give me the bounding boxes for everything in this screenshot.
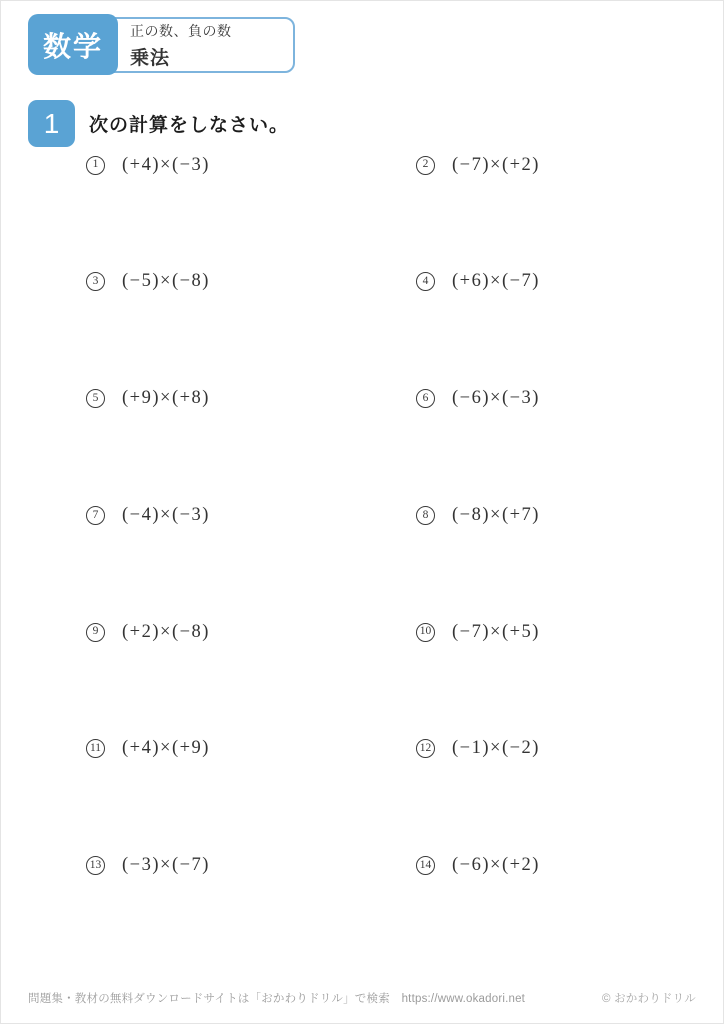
problem-number: 1 (86, 156, 105, 175)
problem-item (86, 617, 416, 647)
problem-expression: (+6)×(−7) (452, 271, 540, 292)
problem-item (416, 384, 696, 414)
problem-expression: (−3)×(−7) (122, 855, 210, 876)
problem-item (86, 500, 416, 530)
problem-number: 8 (416, 506, 435, 525)
problem-item (416, 150, 696, 180)
topic-label: 乗法 (130, 47, 171, 69)
problem-expression: (−5)×(−8) (122, 271, 210, 292)
problem-number: 13 (86, 856, 105, 875)
problem-item (86, 267, 416, 297)
problem-expression: (−8)×(+7) (452, 504, 540, 525)
problem-item (416, 617, 696, 647)
problem-expression: (−4)×(−3) (122, 504, 210, 525)
problem-number: 10 (416, 623, 435, 642)
problem-number: 14 (416, 856, 435, 875)
problem-number: 9 (86, 623, 105, 642)
problem-number: 12 (416, 739, 435, 758)
subject-badge: 数学 (28, 14, 118, 75)
problem-number: 7 (86, 506, 105, 525)
problem-expression: (+4)×(−3) (122, 154, 210, 175)
section-instruction: 次の計算をしなさい。 (89, 115, 290, 136)
problem-item (416, 851, 696, 881)
problem-expression: (+9)×(+8) (122, 388, 210, 409)
problem-number: 3 (86, 272, 105, 291)
problem-number: 2 (416, 156, 435, 175)
problem-item (416, 267, 696, 297)
problem-number: 6 (416, 389, 435, 408)
problem-expression: (+2)×(−8) (122, 621, 210, 642)
problem-expression: (−6)×(−3) (452, 388, 540, 409)
problem-expression: (−6)×(+2) (452, 855, 540, 876)
problem-item (416, 500, 696, 530)
section-heading (28, 100, 289, 147)
problem-item (86, 851, 416, 881)
problem-item (86, 384, 416, 414)
problem-item (416, 734, 696, 764)
footer-site-info: 問題集・教材の無料ダウンロードサイトは「おかわりドリル」で検索 https://www.okadori.net (28, 993, 526, 1005)
footer-copyright: © おかわりドリル (602, 993, 696, 1005)
problem-expression: (+4)×(+9) (122, 738, 210, 759)
problem-number: 4 (416, 272, 435, 291)
problem-expression: (−7)×(+2) (452, 154, 540, 175)
problem-item (86, 734, 416, 764)
problem-number: 11 (86, 739, 105, 758)
problem-expression: (−7)×(+5) (452, 621, 540, 642)
problem-expression: (−1)×(−2) (452, 738, 540, 759)
problems-grid (86, 150, 696, 968)
problem-item (86, 150, 416, 180)
unit-label: 正の数、負の数 (130, 22, 232, 39)
section-number-badge: 1 (28, 100, 75, 147)
page-footer (28, 990, 696, 1006)
problem-number: 5 (86, 389, 105, 408)
